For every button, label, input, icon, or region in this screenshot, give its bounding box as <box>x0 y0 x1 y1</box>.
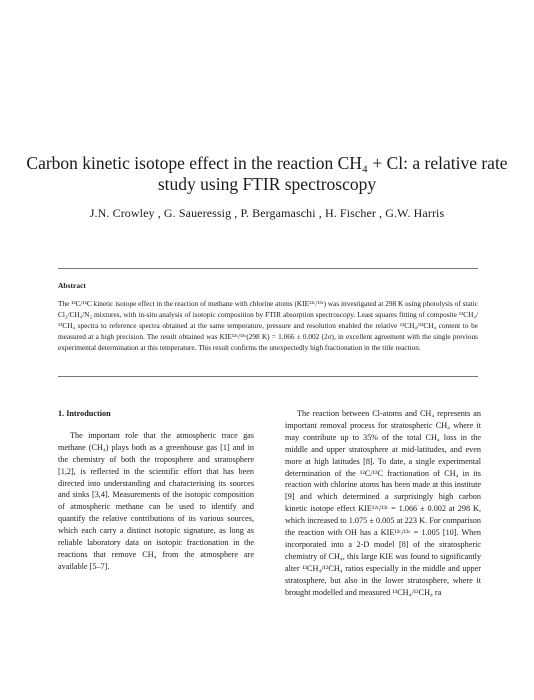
right-column <box>285 408 481 599</box>
divider-bottom <box>58 376 478 377</box>
paper-title: Carbon kinetic isotope effect in the reaction CH₄ + Cl: a relative rate study using FTIR spectroscopy <box>26 153 508 194</box>
section-heading: 1. Introduction <box>58 409 111 418</box>
abstract-heading: Abstract <box>58 281 86 290</box>
intro-paragraph-right: The reaction between Cl-atoms and CH₄ represents an important removal process for stratospheric CH₄ where it may contribute up to 35% of the total CH₄ loss in the middle and upper stratosphere at mid-latitudes, and even more at high latitudes [8]. To date, a single experimental determination of the ¹²C/¹³C fractionation of CH₄ in its reaction with chlorine atoms has been made at this institute [9] and which determined a surprisingly high carbon kinetic isotope effect KIE¹²ᶜ/¹³ᶜ = 1.066 ± 0.002 at 298 K, which increased to 1.075 ± 0.005 at 223 K. For comparison the reaction with OH has a KIE¹²ᶜ/¹³ᶜ = 1.005 [10]. When incorporated into a 2-D model [8] of the stratospheric chemistry of CH₄, this large KIE was found to significantly alter ¹³CH₄/¹²CH₄ ratios especially in the middle and upper stratosphere, but also in the lower stratosphere, where it brought modelled and measured ¹³CH₄/¹²CH₄ ra <box>285 409 481 597</box>
abstract-text: The ¹³C/¹²C kinetic isotope effect in the reaction of methane with chlorine atoms (KIE¹²ᶜ/¹³ᶜ) was investigated at 298 K using photolysis of static Cl₂/CH₄/N₂ mixtures, with in-situ analysis of isotopic composition by FTIR absorption spectroscopy. Least squares fitting of composite ¹²CH₄/¹³CH₄ spectra to reference spectra obtained at the same temperature, pressure and resolution enabled the relative ¹²CH₄/¹³CH₄ content to be measured at a high precision. The result obtained was KIE¹²ᶜ/¹³ᶜ(298 K) = 1.066 ± 0.002 (2σ), in excellent agreement with the single previous experimental determination at this temperature. This result confirms the unexpectedly high fractionation in the title reaction. <box>58 299 478 352</box>
author-list: J.N. Crowley , G. Saueressig , P. Bergamaschi , H. Fischer , G.W. Harris <box>89 206 445 220</box>
intro-paragraph-left: The important role that the atmospheric trace gas methane (CH₄) plays both as a greenhouse gas [1] and in the chemistry of both the troposphere and stratosphere [1,2], is reflected in the scientific effort that has been directed into understanding and characterising its sources and sinks [3,4]. Measurements of the isotopic composition of atmospheric methane can be used to identify and quantify the relative contributions of its various sources, which each carry a distinct isotopic signature, as long as reliable laboratory data on isotopic fractionation in the reactions that remove CH₄ from the atmosphere are available [5–7]. <box>58 430 254 571</box>
left-column <box>58 408 254 573</box>
divider-top <box>58 268 478 269</box>
